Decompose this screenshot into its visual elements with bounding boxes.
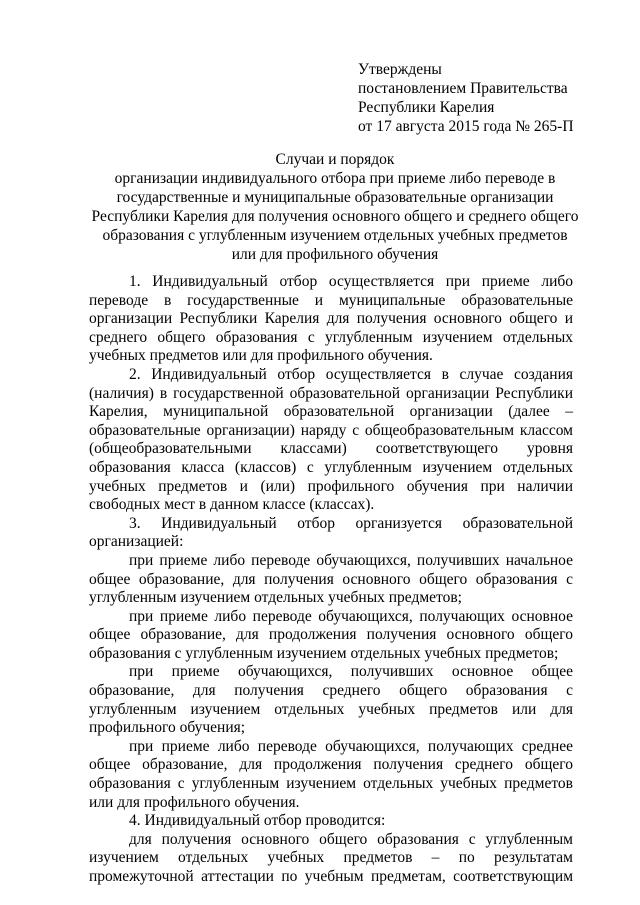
title-line: или для профильного обучения [231, 246, 439, 263]
paragraph-4: 4. Индивидуальный отбор проводится: [129, 812, 386, 830]
paragraph-4-item-1: для получения основного общего образования с углубленным изучением отдельных учебных предметов – по результатам промежуточной аттестации по учебным предметам, соответствующим [89, 830, 573, 885]
document-body [89, 273, 573, 887]
paragraph-3: 3. Индивидуальный отбор организуется образовательной организацией: [89, 514, 573, 551]
title-line: государственные и муниципальные образовательные организации [116, 189, 554, 206]
paragraph-1: 1. Индивидуальный отбор осуществляется при приеме либо переводе в государственные и муниципальные образовательные организации Республики Карелия для получения основного общего и среднего общего образования с углубленным изучением отдельных учебных предметов или для профильного обучения. [89, 273, 573, 365]
approval-line: Республики Карелия [358, 99, 495, 116]
paragraph-3-item-2: при приеме либо переводе обучающихся, получающих основное общее образование, для продолжения получения основного общего образования с углубленным изучением отдельных учебных предметов; [89, 607, 573, 662]
title-line: образования с углубленным изучением отдельных учебных предметов [102, 227, 568, 244]
paragraph-3-item-4: при приеме либо переводе обучающихся, получающих среднее общее образование, для продолжения получения среднего общего образования с углубленным изучением отдельных учебных предметов или для профильного обучения. [89, 737, 573, 811]
title-line: организации индивидуального отбора при приеме либо переводе в [114, 170, 556, 187]
title-line: Республики Карелия для получения основного общего и среднего общего [91, 208, 579, 225]
paragraph-3-item-1: при приеме либо переводе обучающихся, получивших начальное общее образование, для получения основного общего образования с углубленным изучением отдельных учебных предметов; [89, 551, 573, 607]
title-line: Случаи и порядок [275, 151, 395, 168]
approval-line: от 17 августа 2015 года № 265-П [358, 118, 574, 135]
document-title [80, 150, 590, 264]
paragraph-3-item-3: при приеме обучающихся, получивших основное общее образование, для получения среднего общего образования с углубленным изучением отдельных учебных предметов или для профильного обучения; [89, 663, 573, 737]
approval-line: Утверждены [358, 61, 442, 78]
approval-line: постановлением Правительства [358, 80, 568, 97]
paragraph-2: 2. Индивидуальный отбор осуществляется в случае создания (наличия) в государственной образовательной организации Республики Карелия, муниципальной образовательной организации (далее – образовательные организации) наряду с общеобразовательным классом (общеобразовательными классами) соответствующего уровня образования класса (классов) с углубленным изучением отдельных учебных предметов и (или) профильного обучения при наличии свободных мест в данном классе (классах). [89, 365, 573, 514]
approval-stamp [358, 60, 628, 136]
